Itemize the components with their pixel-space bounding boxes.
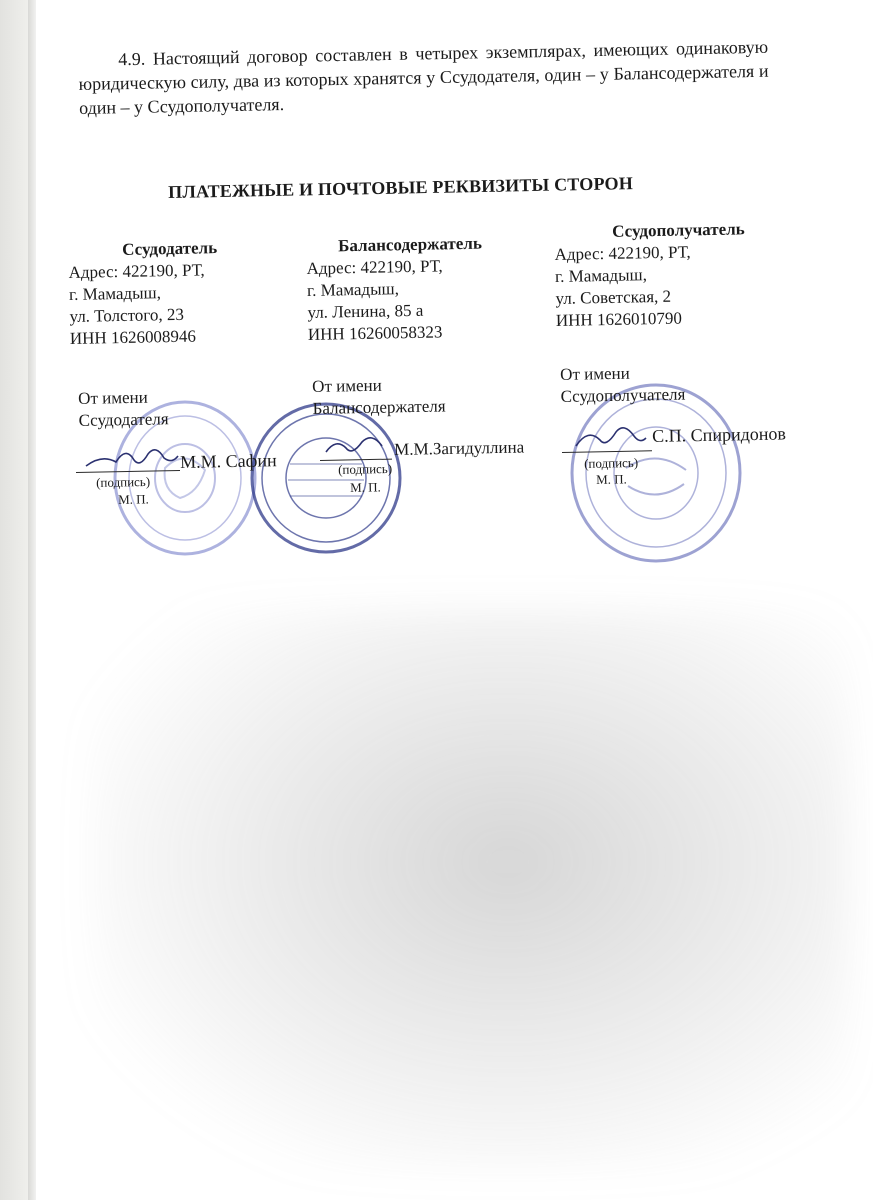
party-inn: ИНН 16260058323	[307, 322, 443, 344]
party-address: Адрес: 422190, РТ,	[554, 242, 691, 264]
signer-name: М.М. Сафин	[180, 450, 277, 472]
clause-4-9: 4.9. Настоящий договор составлен в четырех экземплярах, имеющих одинаковую юридическую силу, два из которых хранятся у Ссудодателя, один – у Балансодержателя и один – у Ссудополучателя.	[78, 36, 769, 118]
on-behalf-lender	[78, 386, 169, 432]
party-street: ул. Ленина, 85 а	[307, 300, 424, 322]
signature-caption: (подпись)	[338, 460, 393, 477]
on-behalf-label: От имени	[560, 363, 630, 384]
on-behalf-borrower	[560, 362, 686, 408]
on-behalf-balance-holder	[312, 373, 446, 420]
party-borrower	[554, 218, 747, 332]
adjacent-page-strip	[0, 0, 28, 1200]
requisites-heading: ПЛАТЕЖНЫЕ И ПОЧТОВЫЕ РЕКВИЗИТЫ СТОРОН	[168, 173, 634, 202]
party-inn: ИНН 1626008946	[69, 326, 197, 348]
round-seal-balance-holder	[246, 400, 406, 556]
signature-caption: (подпись)	[96, 473, 151, 490]
party-lender	[68, 237, 219, 350]
party-role: Ссудополучатель	[612, 219, 745, 241]
on-behalf-party: Ссудодателя	[78, 409, 169, 430]
signer-name: С.П. Спиридонов	[652, 423, 787, 446]
on-behalf-label: От имени	[78, 387, 148, 408]
on-behalf-party: Ссудополучателя	[560, 384, 686, 406]
handwritten-signature-lender	[82, 440, 182, 474]
party-city: г. Мамадыш,	[68, 283, 162, 304]
party-inn: ИНН 1626010790	[555, 308, 683, 330]
party-role: Ссудодатель	[122, 238, 218, 259]
scan-shadow	[90, 610, 850, 1170]
seal-caption: М. П.	[350, 479, 381, 495]
handwritten-signature-borrower	[570, 418, 650, 454]
on-behalf-party: Балансодержателя	[312, 396, 446, 418]
party-city: г. Мамадыш,	[554, 265, 648, 286]
on-behalf-label: От имени	[312, 375, 382, 396]
signer-name: М.М.Загидуллина	[394, 437, 525, 459]
signature-caption: (подпись)	[584, 454, 639, 471]
party-balance-holder	[306, 233, 484, 346]
party-role: Балансодержатель	[338, 233, 483, 256]
seal-caption: М. П.	[118, 491, 149, 507]
seal-caption: М. П.	[596, 471, 627, 487]
party-address: Адрес: 422190, РТ,	[306, 256, 443, 278]
party-street: ул. Толстого, 23	[69, 304, 185, 326]
party-address: Адрес: 422190, РТ,	[68, 260, 205, 282]
party-street: ул. Советская, 2	[555, 286, 672, 308]
party-city: г. Мамадыш,	[306, 279, 400, 300]
handwritten-signature-balance-holder	[322, 430, 392, 460]
